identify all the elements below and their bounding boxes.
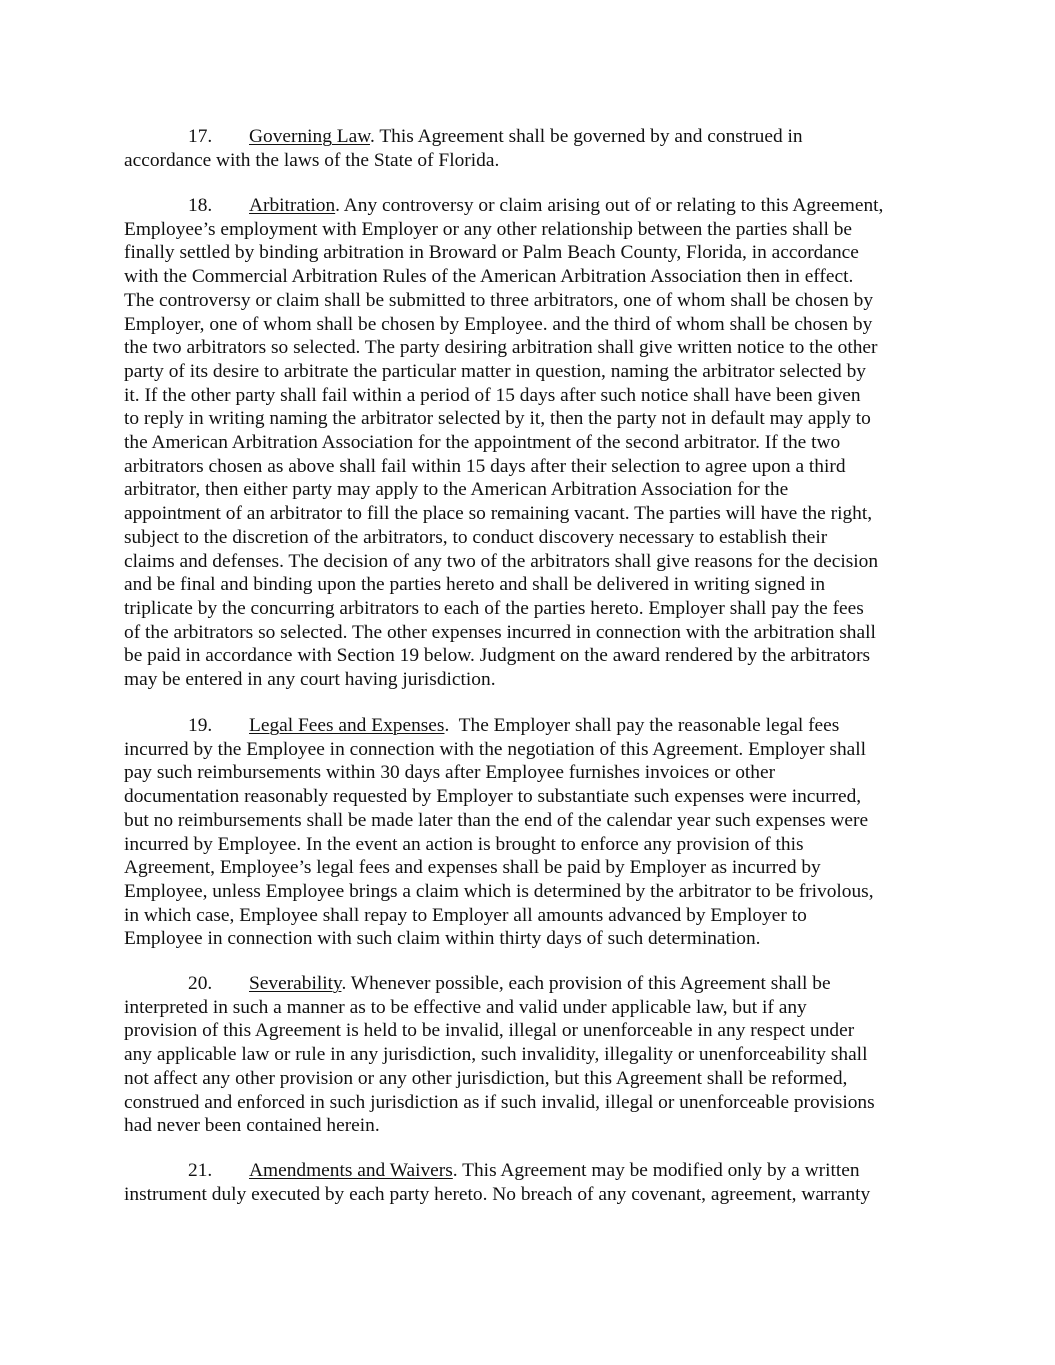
section-text-line: incurred by Employee. In the event an action is brought to enforce any provision of this bbox=[124, 833, 804, 855]
section-text-line: appointment of an arbitrator to fill the place so remaining vacant. The parties will have the right, bbox=[124, 503, 873, 525]
section-number: 18. bbox=[188, 195, 213, 216]
section-text-line: pay such reimbursements within 30 days after Employee furnishes invoices or other bbox=[124, 762, 776, 784]
section-text-line: to reply in writing naming the arbitrator selected by it, then the party not in default may apply to bbox=[124, 408, 871, 430]
section-text-line: . Any controversy or claim arising out of or relating to this Agreement, bbox=[335, 195, 884, 216]
section-text-line: but no reimbursements shall be made later than the end of the calendar year such expenses were bbox=[124, 809, 869, 831]
section-number: 17. bbox=[188, 126, 213, 147]
section-first-line bbox=[124, 125, 934, 149]
section-text-line: claims and defenses. The decision of any two of the arbitrators shall give reasons for the decision bbox=[124, 550, 879, 572]
section-text-line: incurred by the Employee in connection with the negotiation of this Agreement. Employer shall bbox=[124, 738, 867, 760]
section-text-line: . Whenever possible, each provision of this Agreement shall be bbox=[341, 973, 831, 994]
section-text-line: in which case, Employee shall repay to Employer all amounts advanced by Employer to bbox=[124, 904, 807, 926]
section-heading: Severability bbox=[249, 973, 342, 994]
section-text-line: instrument duly executed by each party hereto. No breach of any covenant, agreement, warranty bbox=[124, 1183, 871, 1205]
section-number: 21. bbox=[188, 1160, 213, 1181]
section-text-line: be paid in accordance with Section 19 below. Judgment on the award rendered by the arbitrators bbox=[124, 645, 871, 667]
section-text-line: construed and enforced in such jurisdiction as if such invalid, illegal or unenforceable provisions bbox=[124, 1091, 875, 1113]
section-18-arbitration bbox=[124, 194, 934, 692]
section-text-line: not affect any other provision or any other jurisdiction, but this Agreement shall be reformed, bbox=[124, 1067, 848, 1089]
section-text-line: arbitrators chosen as above shall fail within 15 days after their selection to agree upon a third bbox=[124, 455, 846, 477]
section-text-line: Employee in connection with such claim within thirty days of such determination. bbox=[124, 928, 761, 950]
section-text-line: . This Agreement may be modified only by a written bbox=[452, 1160, 860, 1181]
section-text-line: Employer, one of whom shall be chosen by Employee. and the third of whom shall be chosen by bbox=[124, 313, 873, 335]
section-number: 20. bbox=[188, 973, 213, 994]
section-first-line bbox=[124, 714, 934, 738]
section-text-line: of the arbitrators so selected. The other expenses incurred in connection with the arbitration shall bbox=[124, 621, 876, 643]
section-text-line: Employee’s employment with Employer or any other relationship between the parties shall be bbox=[124, 218, 853, 240]
section-text-line: may be entered in any court having jurisdiction. bbox=[124, 669, 496, 691]
section-text-line: with the Commercial Arbitration Rules of the American Arbitration Association then in effect. bbox=[124, 266, 854, 288]
section-number: 19. bbox=[188, 715, 213, 736]
section-text-line: provision of this Agreement is held to be invalid, illegal or unenforceable in any respect under bbox=[124, 1020, 855, 1042]
section-17-governing-law bbox=[124, 125, 934, 172]
section-20-severability bbox=[124, 972, 934, 1138]
section-21-amendments-waivers bbox=[124, 1159, 934, 1206]
section-heading: Governing Law bbox=[249, 126, 370, 147]
section-text-line: . The Employer shall pay the reasonable legal fees bbox=[444, 715, 840, 736]
section-text-line: finally settled by binding arbitration in Broward or Palm Beach County, Florida, in accordance bbox=[124, 242, 859, 264]
section-text-line: Employee, unless Employee brings a claim which is determined by the arbitrator to be frivolous, bbox=[124, 880, 874, 902]
section-text-line: any applicable law or rule in any jurisdiction, such invalidity, illegality or unenforceability shall bbox=[124, 1044, 868, 1066]
section-text-line: subject to the discretion of the arbitrators, to conduct discovery necessary to establish their bbox=[124, 526, 828, 548]
section-text-line: and be final and binding upon the parties hereto and shall be delivered in writing signed in bbox=[124, 574, 826, 596]
section-text-line: . This Agreement shall be governed by and construed in bbox=[369, 126, 803, 147]
section-heading: Arbitration bbox=[249, 195, 336, 216]
section-heading: Amendments and Waivers bbox=[249, 1160, 453, 1181]
section-text-line: party of its desire to arbitrate the particular matter in question, naming the arbitrator selected by bbox=[124, 360, 866, 382]
section-first-line bbox=[124, 194, 934, 218]
section-19-legal-fees bbox=[124, 714, 934, 951]
section-text-line: the two arbitrators so selected. The party desiring arbitration shall give written notice to the other bbox=[124, 337, 878, 359]
section-heading: Legal Fees and Expenses bbox=[249, 715, 445, 736]
section-text-line: interpreted in such a manner as to be effective and valid under applicable law, but if any bbox=[124, 996, 807, 1018]
section-text-line: documentation reasonably requested by Employer to substantiate such expenses were incurred, bbox=[124, 786, 862, 808]
section-text-line: the American Arbitration Association for the appointment of the second arbitrator. If the two bbox=[124, 432, 841, 454]
section-text-line: it. If the other party shall fail within a period of 15 days after such notice shall have been given bbox=[124, 384, 861, 406]
section-text-line: triplicate by the concurring arbitrators to each of the parties hereto. Employer shall pay the fees bbox=[124, 597, 864, 619]
section-text-line: The controversy or claim shall be submitted to three arbitrators, one of whom shall be chosen by bbox=[124, 289, 874, 311]
section-first-line bbox=[124, 972, 934, 996]
section-text-line: Agreement, Employee’s legal fees and expenses shall be paid by Employer as incurred by bbox=[124, 857, 821, 879]
section-first-line bbox=[124, 1159, 934, 1183]
section-text-line: had never been contained herein. bbox=[124, 1115, 380, 1137]
section-text-line: accordance with the laws of the State of Florida. bbox=[124, 149, 500, 171]
section-text-line: arbitrator, then either party may apply to the American Arbitration Association for the bbox=[124, 479, 789, 501]
